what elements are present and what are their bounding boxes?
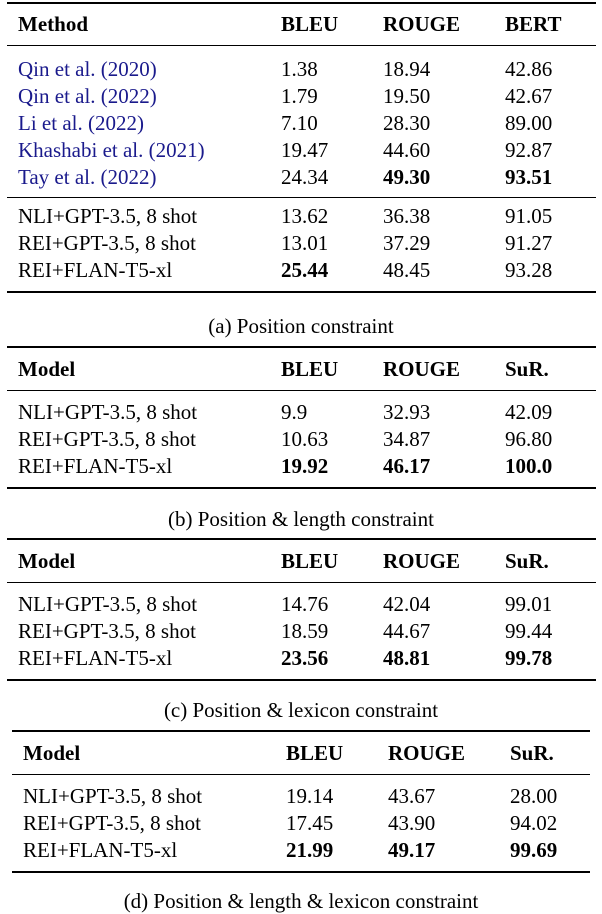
cell-rouge: 28.30 — [383, 111, 431, 135]
header-sur: SuR. — [505, 356, 549, 381]
cell-bleu: 9.9 — [281, 400, 308, 424]
caption-c: (c) Position & lexicon constraint — [163, 698, 439, 722]
cell-bert: 91.05 — [505, 204, 553, 228]
header-rouge: ROUGE — [383, 548, 461, 573]
cell-bert: 92.87 — [505, 138, 553, 162]
cell-method: Khashabi et al. (2021) — [18, 138, 205, 162]
table-a-header-rule — [7, 45, 596, 46]
cell-rouge: 36.38 — [383, 204, 431, 228]
cell-bleu: 19.92 — [281, 454, 329, 478]
table-d-bottom-rule — [12, 871, 590, 873]
cell-bleu: 18.59 — [281, 619, 329, 643]
cell-sur: 42.09 — [505, 400, 553, 424]
table-row — [18, 645, 585, 672]
cell-method: REI+FLAN-T5-xl — [18, 454, 173, 478]
cell-bert: 89.00 — [505, 111, 553, 135]
header-method: Method — [18, 11, 88, 36]
header-model: Model — [18, 356, 76, 381]
table-row — [18, 230, 585, 257]
table-c-header-rule — [7, 582, 596, 583]
table-d-rows — [23, 783, 590, 864]
table-c-rows — [18, 591, 585, 672]
cell-rouge: 37.29 — [383, 231, 431, 255]
caption-d: (d) Position & length & lexicon constraint — [123, 889, 479, 913]
cell-method: Tay et al. (2022) — [18, 165, 157, 189]
header-bleu: BLEU — [281, 11, 339, 36]
table-b-header-row — [18, 347, 585, 391]
cell-method: REI+FLAN-T5-xl — [18, 258, 173, 282]
cell-bleu: 25.44 — [281, 258, 329, 282]
header-bleu: BLEU — [286, 740, 344, 765]
cell-method: NLI+GPT-3.5, 8 shot — [18, 204, 198, 228]
table-a-group2 — [18, 203, 585, 284]
cell-bleu: 1.38 — [281, 57, 318, 81]
cell-bleu: 13.01 — [281, 231, 329, 255]
table-row — [18, 56, 585, 83]
cell-rouge: 43.67 — [388, 784, 436, 808]
cell-sur: 99.01 — [505, 592, 553, 616]
header-bert: BERT — [505, 11, 562, 36]
cell-method: Qin et al. (2020) — [18, 57, 157, 81]
table-b-rows — [18, 399, 585, 480]
cell-bert: 91.27 — [505, 231, 553, 255]
cell-method: NLI+GPT-3.5, 8 shot — [18, 400, 198, 424]
cell-rouge: 44.60 — [383, 138, 431, 162]
cell-bleu: 19.47 — [281, 138, 329, 162]
cell-sur: 99.69 — [510, 838, 558, 862]
cell-sur: 96.80 — [505, 427, 553, 451]
cell-bert: 93.51 — [505, 165, 553, 189]
header-sur: SuR. — [505, 548, 549, 573]
table-row — [18, 399, 585, 426]
cell-bleu: 17.45 — [286, 811, 334, 835]
table-a-header-row — [18, 2, 585, 46]
cell-sur: 100.0 — [505, 454, 553, 478]
table-row — [18, 110, 585, 137]
cell-rouge: 46.17 — [383, 454, 431, 478]
table-b-bottom-rule — [7, 487, 596, 489]
caption-b: (b) Position & length constraint — [168, 507, 434, 531]
table-a-group1 — [18, 56, 585, 191]
cell-bleu: 19.14 — [286, 784, 334, 808]
cell-bleu: 14.76 — [281, 592, 329, 616]
cell-bert: 93.28 — [505, 258, 553, 282]
cell-bleu: 23.56 — [281, 646, 329, 670]
table-row — [23, 810, 590, 837]
cell-rouge: 48.81 — [383, 646, 431, 670]
cell-rouge: 44.67 — [383, 619, 431, 643]
cell-method: REI+GPT-3.5, 8 shot — [18, 427, 196, 451]
table-c-bottom-rule — [7, 679, 596, 681]
cell-method: REI+FLAN-T5-xl — [18, 646, 173, 670]
cell-bert: 42.86 — [505, 57, 553, 81]
header-rouge: ROUGE — [383, 11, 461, 36]
table-c — [18, 539, 585, 672]
cell-sur: 99.78 — [505, 646, 553, 670]
caption-a: (a) Position constraint — [208, 314, 394, 338]
cell-rouge: 42.04 — [383, 592, 431, 616]
cell-bleu: 10.63 — [281, 427, 329, 451]
cell-bleu: 13.62 — [281, 204, 329, 228]
table-row — [18, 164, 585, 191]
cell-rouge: 49.17 — [388, 838, 436, 862]
header-rouge: ROUGE — [388, 740, 466, 765]
cell-bleu: 21.99 — [286, 838, 334, 862]
table-d-header-rule — [12, 774, 590, 775]
table-a-bottom-rule — [7, 291, 596, 293]
cell-method: REI+GPT-3.5, 8 shot — [23, 811, 201, 835]
cell-sur: 94.02 — [510, 811, 558, 835]
cell-rouge: 49.30 — [383, 165, 431, 189]
header-sur: SuR. — [510, 740, 554, 765]
header-model: Model — [18, 548, 76, 573]
table-row — [18, 203, 585, 230]
table-row — [18, 591, 585, 618]
cell-method: Qin et al. (2022) — [18, 84, 157, 108]
cell-rouge: 48.45 — [383, 258, 431, 282]
cell-bleu: 24.34 — [281, 165, 329, 189]
table-row — [23, 783, 590, 810]
header-rouge: ROUGE — [383, 356, 461, 381]
cell-method: NLI+GPT-3.5, 8 shot — [23, 784, 203, 808]
header-model: Model — [23, 740, 81, 765]
table-row — [18, 83, 585, 110]
cell-rouge: 19.50 — [383, 84, 431, 108]
table-d — [23, 731, 590, 864]
header-bleu: BLEU — [281, 548, 339, 573]
table-row — [18, 453, 585, 480]
cell-rouge: 18.94 — [383, 57, 431, 81]
table-b — [18, 347, 585, 480]
table-row — [23, 837, 590, 864]
table-b-header-rule — [7, 390, 596, 391]
table-row — [18, 426, 585, 453]
cell-sur: 28.00 — [510, 784, 558, 808]
table-row — [18, 618, 585, 645]
cell-rouge: 32.93 — [383, 400, 431, 424]
table-a-group-rule — [7, 197, 596, 198]
cell-bleu: 7.10 — [281, 111, 318, 135]
table-row — [18, 257, 585, 284]
table-row — [18, 137, 585, 164]
cell-bert: 42.67 — [505, 84, 553, 108]
cell-rouge: 34.87 — [383, 427, 431, 451]
cell-rouge: 43.90 — [388, 811, 436, 835]
cell-bleu: 1.79 — [281, 84, 318, 108]
cell-method: REI+GPT-3.5, 8 shot — [18, 231, 196, 255]
cell-method: Li et al. (2022) — [18, 111, 144, 135]
cell-sur: 99.44 — [505, 619, 553, 643]
cell-method: REI+GPT-3.5, 8 shot — [18, 619, 196, 643]
header-bleu: BLEU — [281, 356, 339, 381]
cell-method: REI+FLAN-T5-xl — [23, 838, 178, 862]
cell-method: NLI+GPT-3.5, 8 shot — [18, 592, 198, 616]
table-d-header-row — [23, 731, 590, 775]
table-c-header-row — [18, 539, 585, 583]
